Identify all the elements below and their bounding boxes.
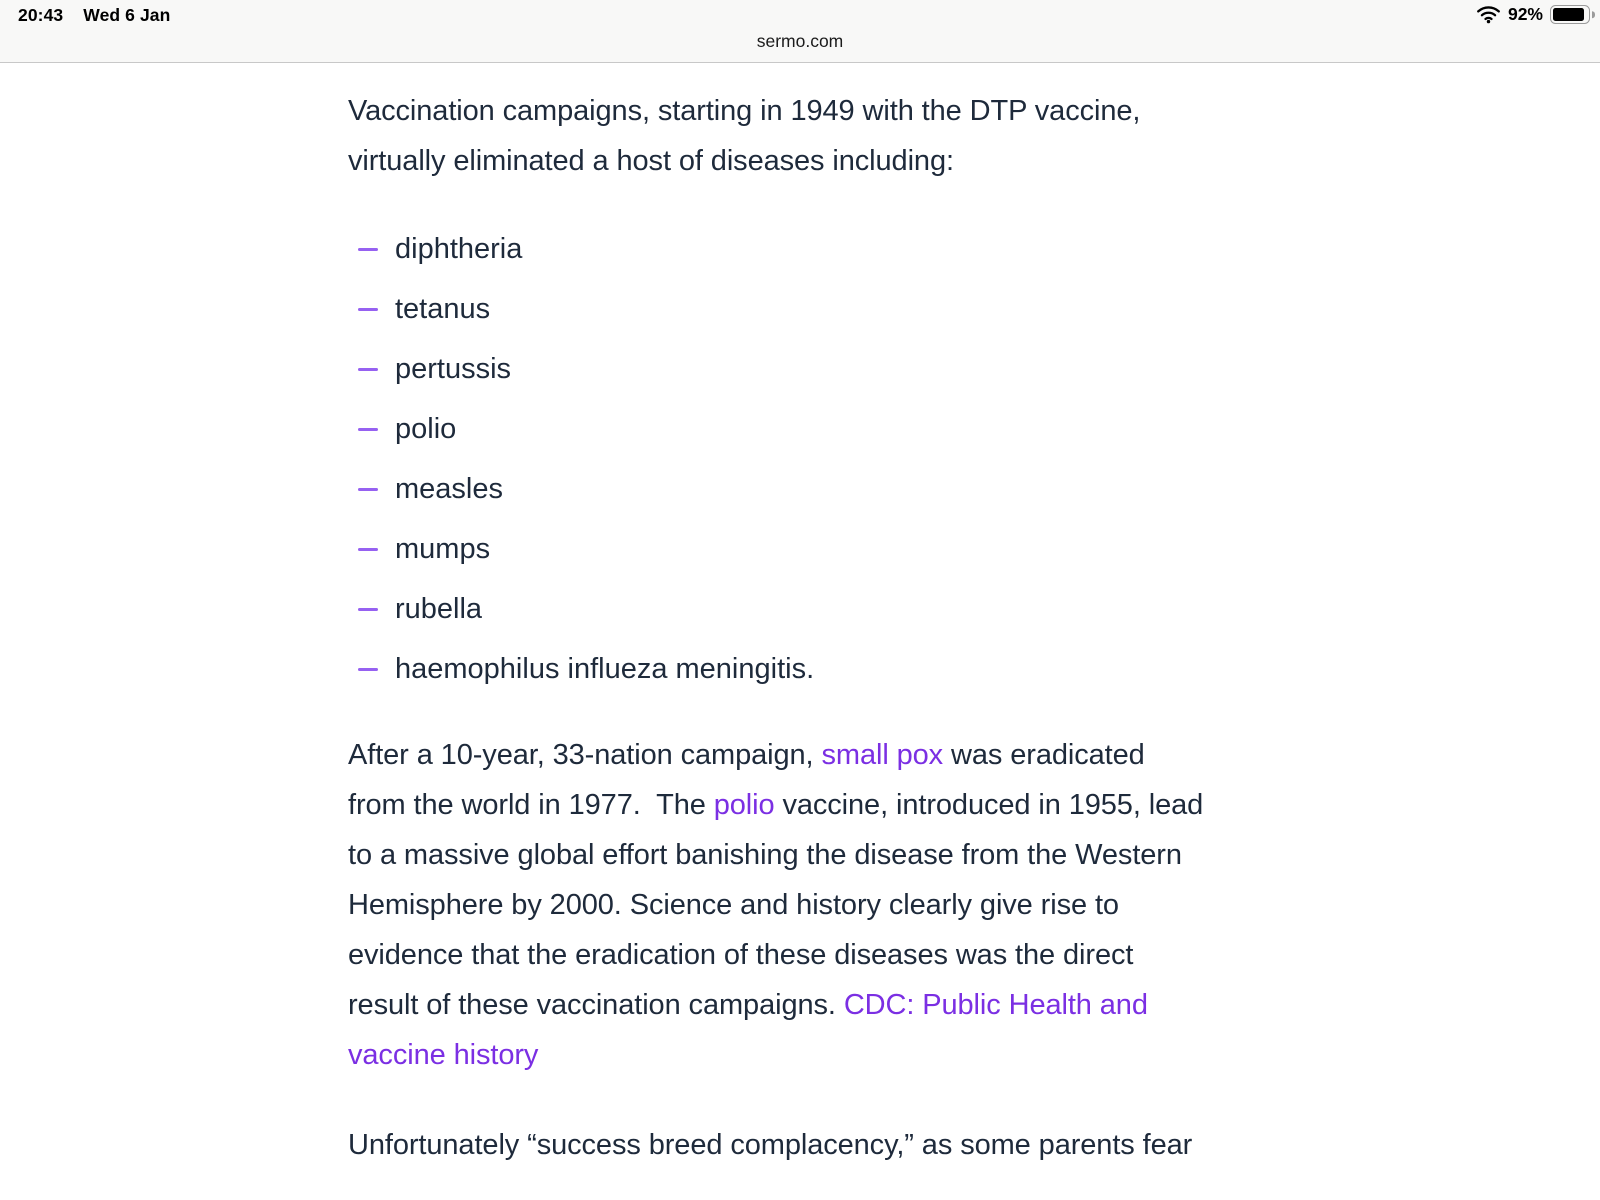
list-item-text: pertussis (395, 352, 512, 385)
text-line (348, 86, 1600, 136)
text-run: Unfortunately “success breed complacency,” as some parents fear (348, 1129, 1193, 1161)
safari-toolbar (0, 0, 1600, 63)
history-paragraph (348, 730, 1600, 1080)
complacency-paragraph (348, 1120, 1600, 1170)
dash-bullet-icon (358, 368, 378, 371)
inline-link[interactable]: small pox (821, 739, 944, 771)
inline-link[interactable]: vaccine history (348, 1039, 539, 1071)
wifi-icon (1476, 5, 1501, 24)
list-item-text: tetanus (395, 292, 491, 325)
list-item (348, 519, 1600, 579)
inline-link[interactable]: CDC: Public Health and (843, 989, 1148, 1021)
dash-bullet-icon (358, 668, 378, 671)
text-run: vaccine, introduced in 1955, lead (774, 789, 1204, 821)
text-line (348, 1120, 1600, 1170)
dash-bullet-icon (358, 488, 378, 491)
list-item (348, 579, 1600, 639)
list-item-text: diphtheria (395, 232, 523, 265)
text-line (348, 1030, 1600, 1080)
text-line (348, 930, 1600, 980)
text-run: was eradicated (943, 739, 1145, 771)
text-run: Hemisphere by 2000. Science and history clearly give rise to (348, 889, 1119, 921)
battery-fill (1553, 8, 1584, 21)
text-line (348, 880, 1600, 930)
dash-bullet-icon (358, 428, 378, 431)
status-date: Wed 6 Jan (83, 5, 171, 25)
list-item (348, 459, 1600, 519)
battery-percent: 92% (1507, 4, 1543, 24)
text-line (348, 980, 1600, 1030)
status-bar-left (18, 5, 170, 26)
battery-nub (1592, 11, 1596, 19)
list-item (348, 639, 1600, 699)
dash-bullet-icon (358, 608, 378, 611)
disease-list (348, 219, 1600, 699)
text-line (348, 830, 1600, 880)
text-run: evidence that the eradication of these diseases was the direct (348, 939, 1134, 971)
list-item-text: measles (395, 472, 503, 505)
list-item (348, 279, 1600, 339)
address-bar-url[interactable]: sermo.com (756, 31, 844, 51)
battery-icon (1550, 5, 1590, 24)
inline-link[interactable]: polio (713, 789, 775, 821)
page-content (0, 63, 1600, 1170)
list-item (348, 339, 1600, 399)
dash-bullet-icon (358, 308, 378, 311)
status-time: 20:43 (18, 5, 64, 25)
text-run: to a massive global effort banishing the disease from the Western (348, 839, 1182, 871)
list-item-text: mumps (395, 532, 491, 565)
text-run: After a 10-year, 33-nation campaign, (348, 739, 822, 771)
list-item-text: polio (395, 412, 457, 445)
text-run: from the world in 1977. The (348, 789, 714, 821)
intro-paragraph (348, 86, 1600, 186)
list-item (348, 399, 1600, 459)
list-item-text: rubella (395, 592, 483, 625)
text-line (348, 780, 1600, 830)
text-line (348, 730, 1600, 780)
status-bar-right (1476, 4, 1590, 25)
dash-bullet-icon (358, 548, 378, 551)
text-run: virtually eliminated a host of diseases including: (348, 145, 954, 177)
list-item-text: haemophilus influeza meningitis. (395, 652, 815, 685)
text-run: Vaccination campaigns, starting in 1949 with the DTP vaccine, (348, 95, 1141, 127)
text-run: result of these vaccination campaigns. (348, 989, 844, 1021)
address-bar[interactable] (0, 31, 1600, 52)
list-item (348, 219, 1600, 279)
text-line (348, 136, 1600, 186)
dash-bullet-icon (358, 248, 378, 251)
